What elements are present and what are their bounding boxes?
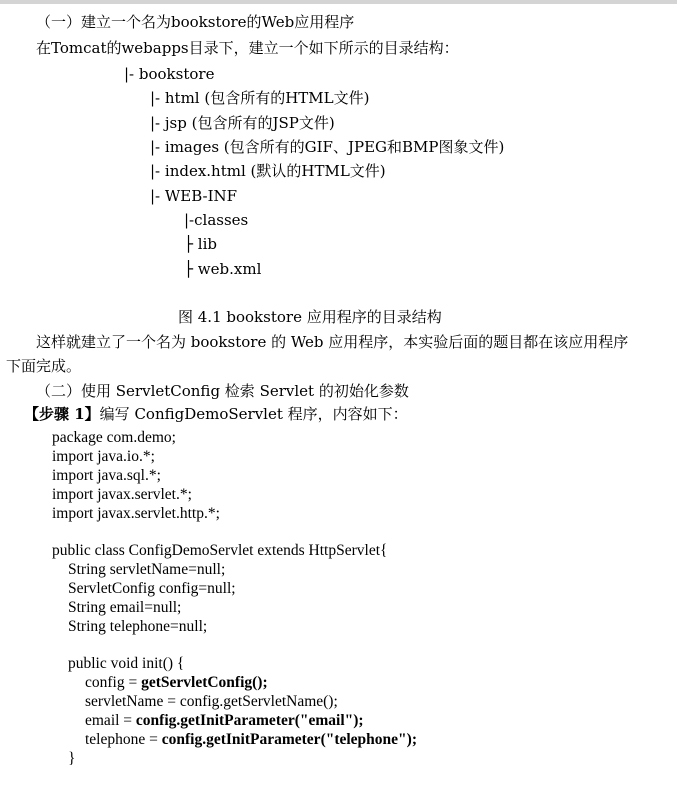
tree-item: ├ web.xml xyxy=(184,260,262,278)
code-line: } xyxy=(68,750,76,767)
tree-item: |- jsp (包含所有的JSP文件) xyxy=(150,114,335,132)
code-bold-text: config.getInitParameter("email"); xyxy=(135,712,364,729)
code-line: String servletName=null; xyxy=(68,561,226,578)
code-line: String email=null; xyxy=(68,599,182,616)
code-line: public void init() { xyxy=(68,655,185,672)
code-line: public class ConfigDemoServlet extends HttpServlet{ xyxy=(52,542,388,559)
step1-label: 【步骤 1】 xyxy=(24,405,100,423)
code-line: servletName = config.getServletName(); xyxy=(85,693,338,710)
paragraph-line: 这样就建立了一个名为 bookstore 的 Web 应用程序，本实验后面的题目都在该应用程序 xyxy=(36,333,629,351)
code-bold-text: config.getInitParameter("telephone"); xyxy=(161,731,417,748)
code-line xyxy=(85,711,364,730)
tree-item: |- WEB-INF xyxy=(150,187,238,205)
tree-item: ├ lib xyxy=(184,235,217,253)
code-line: import javax.servlet.http.*; xyxy=(52,505,220,522)
tree-item: |-classes xyxy=(184,211,249,229)
figure-caption: 图 4.1 bookstore 应用程序的目录结构 xyxy=(178,308,442,326)
tree-item: |- images (包含所有的GIF、JPEG和BMP图象文件) xyxy=(150,138,505,156)
paragraph-line: 下面完成。 xyxy=(6,357,82,375)
code-text: config = xyxy=(85,674,142,691)
intro-text: 在Tomcat的webapps目录下，建立一个如下所示的目录结构： xyxy=(36,39,459,57)
code-bold-text: getServletConfig(); xyxy=(141,674,268,691)
step1-heading xyxy=(24,404,408,424)
top-rule xyxy=(0,0,677,4)
code-line: ServletConfig config=null; xyxy=(68,580,236,597)
step1-text: 编写 ConfigDemoServlet 程序，内容如下： xyxy=(99,405,408,423)
code-line: import javax.servlet.*; xyxy=(52,486,192,503)
code-line: package com.demo; xyxy=(52,429,176,446)
code-text: telephone = xyxy=(85,731,162,748)
code-line: import java.sql.*; xyxy=(52,467,161,484)
section1-title: （一）建立一个名为bookstore的Web应用程序 xyxy=(36,13,355,31)
code-line xyxy=(85,730,417,749)
tree-item: |- index.html (默认的HTML文件) xyxy=(150,162,386,180)
tree-item: |- bookstore xyxy=(124,65,215,83)
code-line: String telephone=null; xyxy=(68,618,208,635)
tree-item: |- html (包含所有的HTML文件) xyxy=(150,89,370,107)
code-text: email = xyxy=(85,712,136,729)
section2-title: （二）使用 ServletConfig 检索 Servlet 的初始化参数 xyxy=(36,382,409,400)
code-line: import java.io.*; xyxy=(52,448,155,465)
code-line xyxy=(85,673,268,692)
